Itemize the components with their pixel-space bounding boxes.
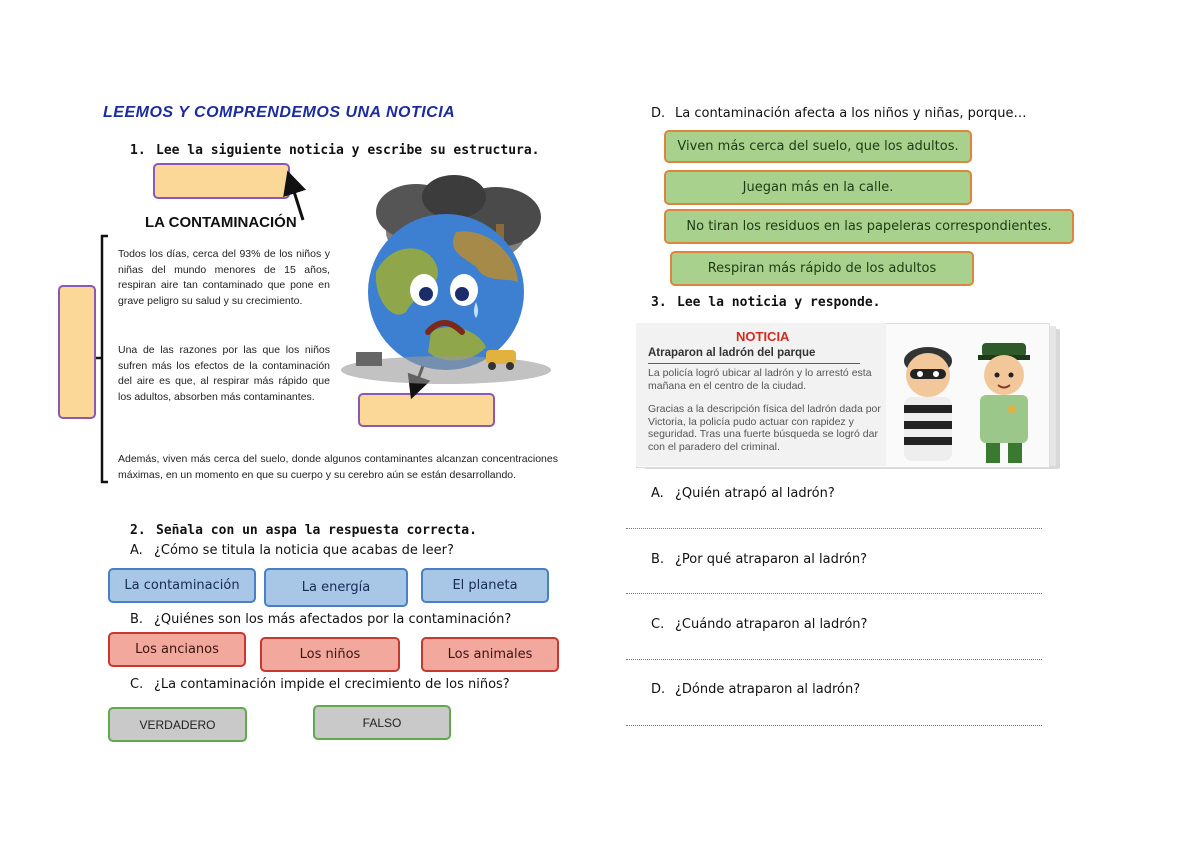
question-2c: C. ¿La contaminación impide el crecimiento de los niños? (130, 677, 510, 692)
option-verdadero[interactable]: VERDADERO (108, 707, 247, 742)
news-paragraph-3: Además, viven más cerca del suelo, donde algunos contaminantes alcanzan concentraciones máximas, en un momento en que su cuerpo y su cerebro aún se están desarrollando. (118, 453, 558, 481)
question-3d: D. ¿Dónde atraparon al ladrón? (651, 682, 861, 697)
question-2a: A. ¿Cómo se titula la noticia que acabas de leer? (130, 543, 454, 558)
option-viven-mas-cerca[interactable]: Viven más cerca del suelo, que los adultos. (664, 130, 972, 163)
news-card-paragraph-2: Gracias a la descripción física del ladrón dada por Victoria, la policía pudo actuar con rapidez y seguridad. Tras una fuerte búsqueda se logró dar con el paradero del criminal. (648, 403, 881, 453)
news-paragraph-2: Una de las razones por las que los niños sufren más los efectos de la contaminación del aire es que, al respirar más rápido que los adultos, absorben más contaminantes. (118, 344, 330, 403)
page-title: LEEMOS Y COMPRENDEMOS UNA NOTICIA (103, 104, 456, 121)
question-3: 3. Lee la noticia y responde. (651, 295, 881, 310)
option-juegan-mas[interactable]: Juegan más en la calle. (664, 170, 972, 205)
question-2: 2. Señala con un aspa la respuesta correcta. (130, 523, 477, 538)
question-2d: D. La contaminación afecta a los niños y niñas, porque… (651, 106, 1027, 121)
answer-line-a[interactable] (626, 528, 1042, 529)
news-card-label: NOTICIA (736, 329, 790, 344)
option-los-animales[interactable]: Los animales (421, 637, 559, 672)
news-paragraph-1: Todos los días, cerca del 93% de los niños y niñas del mundo menores de 15 años, respiran aire tan contaminado que pone en grave peligro su salud y su crecimiento. (118, 248, 330, 307)
news-card (636, 323, 1062, 470)
news-card-paragraph-1: La policía logró ubicar al ladrón y lo arrestó esta mañana en el centro de la ciudad. (648, 367, 872, 392)
answer-line-c[interactable] (626, 659, 1042, 660)
option-respiran-mas-rapido[interactable]: Respiran más rápido de los adultos (670, 251, 974, 286)
news-card-headline: Atraparon al ladrón del parque (648, 347, 816, 359)
thief-and-police-illustration (888, 325, 1048, 465)
option-falso[interactable]: FALSO (313, 705, 451, 740)
polluted-earth-illustration (336, 172, 568, 390)
question-3a: A. ¿Quién atrapó al ladrón? (651, 486, 835, 501)
option-no-tiran-residuos[interactable]: No tiran los residuos en las papeleras correspondientes. (664, 209, 1074, 244)
body-bracket (102, 236, 108, 482)
option-la-energia[interactable]: La energía (264, 568, 408, 607)
question-2b: B. ¿Quiénes son los más afectados por la contaminación? (130, 612, 512, 627)
option-los-ninos[interactable]: Los niños (260, 637, 400, 672)
option-la-contaminacion[interactable]: La contaminación (108, 568, 256, 603)
answer-line-d[interactable] (626, 725, 1042, 726)
news-title: LA CONTAMINACIÓN (145, 214, 297, 231)
option-los-ancianos[interactable]: Los ancianos (108, 632, 246, 667)
answer-line-b[interactable] (626, 593, 1042, 594)
question-3b: B. ¿Por qué atraparon al ladrón? (651, 552, 867, 567)
option-el-planeta[interactable]: El planeta (421, 568, 549, 603)
question-3c: C. ¿Cuándo atraparon al ladrón? (651, 617, 868, 632)
question-1: 1. Lee la siguiente noticia y escribe su estructura. (130, 143, 540, 158)
